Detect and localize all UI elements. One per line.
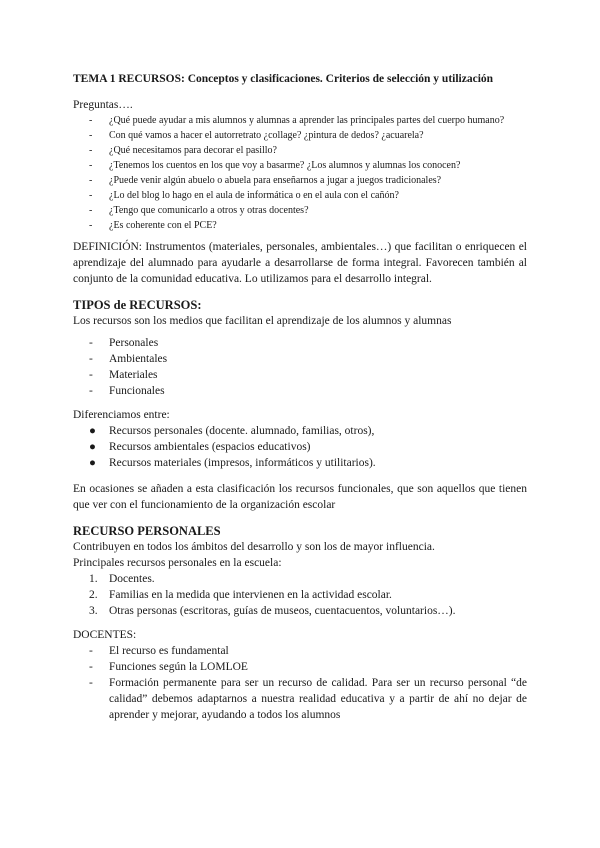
- list-item: - ¿Qué puede ayudar a mis alumnos y alumnas a aprender las principales partes del cuerpo humano?: [89, 115, 505, 126]
- personales-list: [73, 571, 527, 619]
- dash-marker: -: [89, 220, 93, 231]
- list-item: - El recurso es fundamental: [89, 645, 229, 657]
- dash-marker: -: [89, 175, 93, 186]
- personales-line: Principales recursos personales en la escuela:: [73, 557, 282, 569]
- list-item: - Con qué vamos a hacer el autorretrato ¿collage? ¿pintura de dedos? ¿acuarela?: [89, 130, 424, 141]
- dash-marker: -: [89, 645, 93, 657]
- tipos-list: [73, 335, 527, 399]
- diferenciamos-label: Diferenciamos entre:: [73, 409, 170, 421]
- diferenciamos-list: [73, 423, 527, 471]
- preguntas-list: [73, 113, 527, 233]
- personales-line: Contribuyen en todos los ámbitos del desarrollo y son los de mayor influencia.: [73, 541, 435, 553]
- list-item: - ¿Puede venir algún abuelo o abuela para enseñarnos a jugar a juegos tradicionales?: [89, 175, 442, 186]
- list-item: - ¿Lo del blog lo hago en el aula de informática o en el aula con el cañón?: [89, 190, 399, 201]
- list-item: - Materiales: [89, 369, 158, 381]
- number-marker: 3.: [89, 605, 98, 617]
- list-item: - ¿Tengo que comunicarlo a otros y otras docentes?: [89, 205, 309, 216]
- dash-marker: -: [89, 369, 93, 381]
- document-content: [73, 72, 527, 723]
- list-item: ● Recursos personales (docente. alumnado, familias, otros),: [89, 425, 375, 437]
- dash-marker: -: [89, 661, 93, 673]
- personales-heading: RECURSO PERSONALES: [73, 524, 221, 538]
- number-marker: 2.: [89, 589, 98, 601]
- dash-marker: -: [89, 205, 93, 216]
- dash-marker: -: [89, 385, 93, 397]
- tipos-intro: Los recursos son los medios que facilitan el aprendizaje de los alumnos y alumnas: [73, 315, 452, 327]
- docentes-list: [73, 643, 527, 723]
- dash-marker: -: [89, 145, 93, 156]
- list-item: - Personales: [89, 337, 159, 349]
- tipos-heading: TIPOS de RECURSOS:: [73, 298, 202, 312]
- list-item: - ¿Tenemos los cuentos en los que voy a basarme? ¿Los alumnos y alumnas los conocen?: [89, 160, 461, 171]
- funcionales-note: En ocasiones se añaden a esta clasificación los recursos funcionales, que son aquellos que tienen que ver con el funcionamiento de la organización escolar: [73, 483, 527, 511]
- list-item: - Ambientales: [89, 353, 168, 365]
- list-item: ● Recursos materiales (impresos, informáticos y utilitarios).: [89, 457, 376, 469]
- list-item: - ¿Qué necesitamos para decorar el pasillo?: [89, 145, 277, 156]
- list-item: 3. Otras personas (escritoras, guías de museos, cuentacuentos, voluntarios…).: [89, 605, 456, 617]
- list-item: - ¿Es coherente con el PCE?: [89, 220, 217, 231]
- dash-marker: -: [89, 190, 93, 201]
- preguntas-label: Preguntas….: [73, 99, 133, 111]
- list-item: 2. Familias en la medida que intervienen en la actividad escolar.: [89, 589, 392, 601]
- dash-marker: -: [89, 677, 93, 689]
- dash-marker: -: [89, 337, 93, 349]
- number-marker: 1.: [89, 573, 98, 585]
- docentes-label: DOCENTES:: [73, 629, 137, 641]
- list-item: ● Recursos ambientales (espacios educativos): [89, 441, 311, 453]
- bullet-marker: ●: [89, 457, 96, 469]
- dash-marker: -: [89, 115, 93, 126]
- list-item: - Funciones según la LOMLOE: [89, 661, 248, 673]
- dash-marker: -: [89, 160, 93, 171]
- dash-marker: -: [89, 130, 93, 141]
- document-title: TEMA 1 RECURSOS: Conceptos y clasificaciones. Criterios de selección y utilización: [73, 73, 494, 85]
- definicion-paragraph: DEFINICIÓN: Instrumentos (materiales, personales, ambientales…) que facilitan o enriquecen el aprendizaje del alumnado para ayudarle a desarrollarse de forma integral. Favorecen también al conjunto de la comunidad educativa. Lo utilizamos para el desarrollo integral.: [73, 241, 527, 285]
- list-item: - Formación permanente para ser un recurso de calidad. Para ser un recurso personal “de calidad” debemos adaptarnos a nuestra realidad educativa y a partir de ahí no dejar de aprender y mejorar, ayudando a todos los alumnos: [89, 677, 527, 721]
- list-item: - Funcionales: [89, 385, 165, 397]
- dash-marker: -: [89, 353, 93, 365]
- bullet-marker: ●: [89, 441, 96, 453]
- list-item: 1. Docentes.: [89, 573, 155, 585]
- bullet-marker: ●: [89, 425, 96, 437]
